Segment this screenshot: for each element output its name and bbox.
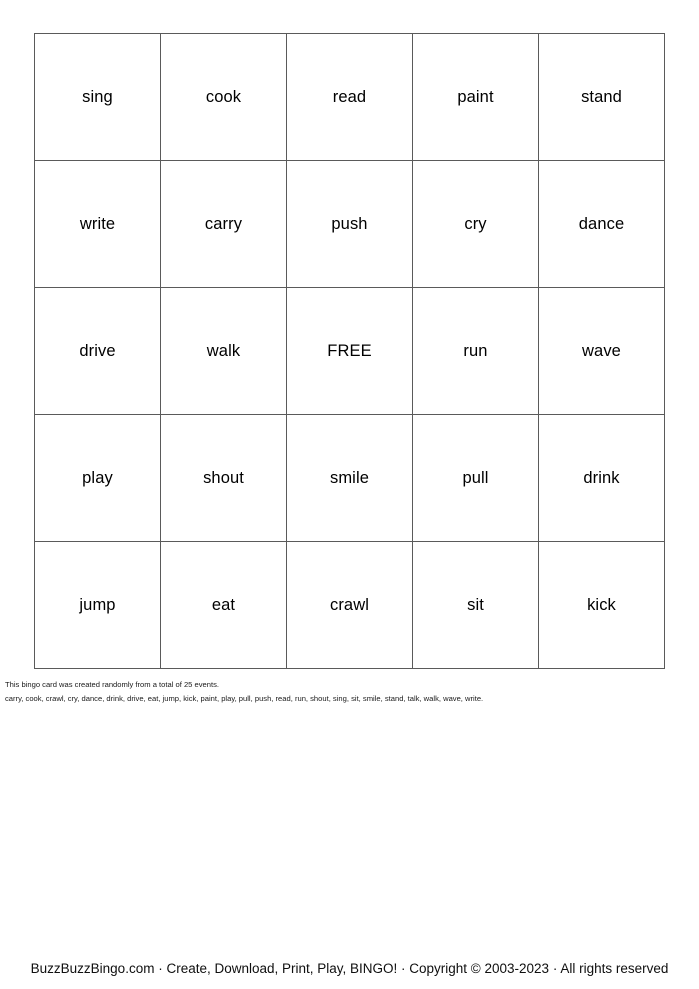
free-space-label: FREE: [327, 341, 372, 360]
bingo-cell-r1c5[interactable]: [539, 34, 665, 161]
bingo-cell-label: cook: [205, 87, 242, 106]
bingo-cell-label: cry: [464, 214, 487, 233]
bingo-cell-label: stand: [581, 87, 622, 106]
bingo-cell-free-space[interactable]: [287, 288, 413, 415]
bingo-cell-label: push: [331, 214, 368, 233]
bingo-cell-label: jump: [79, 595, 116, 614]
bingo-cell-r5c2[interactable]: [161, 542, 287, 669]
bingo-cell-label: shout: [203, 468, 244, 487]
bingo-cell-r5c3[interactable]: [287, 542, 413, 669]
bingo-cell-label: drive: [79, 341, 116, 360]
bingo-cell-r3c4[interactable]: [413, 288, 539, 415]
bingo-cell-r5c4[interactable]: [413, 542, 539, 669]
bingo-cell-r3c1[interactable]: [35, 288, 161, 415]
bingo-cell-label: sit: [467, 595, 484, 614]
bingo-cell-label: read: [332, 87, 367, 106]
bingo-cell-r3c2[interactable]: [161, 288, 287, 415]
bingo-cell-label: pull: [462, 468, 489, 487]
bingo-cell-r1c1[interactable]: [35, 34, 161, 161]
page-footer: [0, 960, 699, 978]
bingo-cell-label: walk: [206, 341, 241, 360]
bingo-cell-label: dance: [578, 214, 625, 233]
bingo-cell-r4c2[interactable]: [161, 415, 287, 542]
bingo-grid: [34, 33, 665, 669]
card-info-block: [5, 678, 695, 705]
bingo-cell-r3c5[interactable]: [539, 288, 665, 415]
card-info-word-list: carry, cook, crawl, cry, dance, drink, drive, eat, jump, kick, paint, play, pull, push, read, run, shout, sing, sit, smile, stand, talk, walk, wave, write.: [5, 693, 484, 703]
bingo-cell-r4c5[interactable]: [539, 415, 665, 542]
bingo-cell-label: smile: [329, 468, 369, 487]
bingo-cell-label: run: [463, 341, 488, 360]
bingo-cell-r4c1[interactable]: [35, 415, 161, 542]
bingo-cell-label: carry: [204, 214, 243, 233]
bingo-cell-r1c2[interactable]: [161, 34, 287, 161]
bingo-cell-label: crawl: [329, 595, 369, 614]
bingo-cell-r2c1[interactable]: [35, 161, 161, 288]
bingo-cell-r2c2[interactable]: [161, 161, 287, 288]
bingo-cell-r2c3[interactable]: [287, 161, 413, 288]
bingo-cell-r5c1[interactable]: [35, 542, 161, 669]
bingo-cell-r4c3[interactable]: [287, 415, 413, 542]
card-info-summary: This bingo card was created randomly from a total of 25 events.: [5, 680, 219, 689]
bingo-cell-r2c5[interactable]: [539, 161, 665, 288]
bingo-cell-r2c4[interactable]: [413, 161, 539, 288]
bingo-cell-label: paint: [457, 87, 494, 106]
bingo-cell-r1c4[interactable]: [413, 34, 539, 161]
bingo-cell-label: kick: [587, 595, 616, 614]
bingo-cell-r1c3[interactable]: [287, 34, 413, 161]
bingo-cell-r4c4[interactable]: [413, 415, 539, 542]
bingo-cell-label: write: [79, 214, 116, 233]
bingo-cell-label: wave: [582, 341, 621, 360]
footer-copyright-text: BuzzBuzzBingo.com · Create, Download, Print, Play, BINGO! · Copyright © 2003-2023 · All rights reserved: [30, 961, 669, 976]
bingo-cell-label: play: [82, 468, 113, 487]
bingo-cell-label: eat: [211, 595, 236, 614]
bingo-cell-label: sing: [82, 87, 113, 106]
bingo-cell-r5c5[interactable]: [539, 542, 665, 669]
bingo-cell-label: drink: [583, 468, 620, 487]
